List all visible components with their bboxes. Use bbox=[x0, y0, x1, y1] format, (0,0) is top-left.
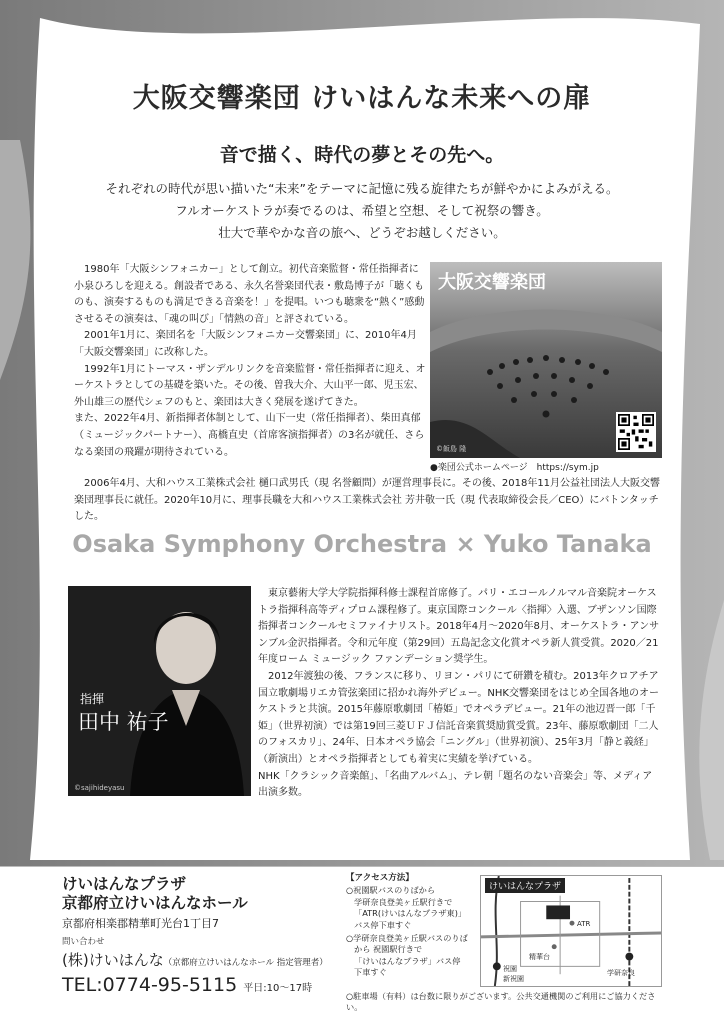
bio-media: NHK「クラシック音楽館」、「名曲アルバム」、テレ朝「題名のない音楽会」等、メディア出演多数。 bbox=[258, 770, 653, 799]
phone bbox=[62, 974, 342, 996]
conductor-name: 田中 祐子 bbox=[78, 710, 169, 734]
access-line: ○祝園駅バスのりばから bbox=[346, 885, 436, 896]
venue-name: けいはんなプラザ bbox=[62, 875, 187, 893]
history-paragraph: 1992年1月にトーマス・ザンデルリンクを音楽監督・常任指揮者に迎え、オーケストラとしての基礎を築いた。その後、曽我大介、大山平一郎、児玉宏、外山雄三の歴代シェフのもと、楽団は大きく発展を遂げてきた。 bbox=[74, 363, 426, 408]
access-line: 学研奈良登美ヶ丘駅行きで bbox=[354, 896, 453, 907]
page-title: 大阪交響楽団 けいはんな未来への扉 bbox=[132, 83, 592, 114]
organizer-note: （京都府立けいはんなホール 指定管理者） bbox=[163, 958, 328, 968]
venue-address: 京都府相楽郡精華町光台1丁目7 bbox=[62, 917, 219, 930]
conductor-biography bbox=[258, 586, 662, 802]
hall-name: 京都府立けいはんなホール bbox=[62, 894, 248, 912]
map-label: 祝園 bbox=[503, 965, 517, 973]
venue-info bbox=[62, 875, 342, 996]
access-info bbox=[346, 873, 476, 979]
access-map[interactable] bbox=[480, 875, 662, 987]
business-hours: 平日:10〜17時 bbox=[243, 983, 313, 994]
organizer-name: (株)けいはんな bbox=[62, 951, 164, 969]
history-paragraph: 2001年1月に、楽団名を「大阪シンフォニカー交響楽団」に、2010年4月「大阪交響楽団」に改称した。 bbox=[74, 330, 417, 358]
organizer bbox=[62, 949, 342, 970]
photo-credit: ©飯島 隆 bbox=[436, 445, 467, 453]
map-label: 学研奈良 bbox=[607, 969, 635, 977]
access-line: から 祝園駅行きで bbox=[354, 944, 423, 955]
intro-line: 壮大で華やかな音の旅へ、どうぞお越しください。 bbox=[218, 225, 506, 240]
history-paragraph: 2006年4月、大和ハウス工業株式会社 樋口武男氏（現 名誉顧問）が運営理事長に。その後、2018年11月公益社団法人大阪交響楽団理事長に就任。2020年10月に、理事長職を大和ハウス工業株式会社 芳井敬一氏（現 代表取締役会長／CEO）にバトンタッチした。 bbox=[74, 478, 661, 523]
history-paragraph: 1980年「大阪シンフォニカー」として創立。初代音楽監督・常任指揮者に小泉ひろしを迎える。創設者である、永久名誉楽団代表・敷島博子が「聴くものも、演奏するものも満足できる音楽を！」を提唱。いつも聴衆を“熱く”感動させるその演奏は、「魂の叫び」「情熱の音」と評されている。 bbox=[74, 264, 425, 325]
bio-paragraph: 2012年渡独の後、フランスに移り、リヨン・パリにて研鑽を積む。2013年クロアチア国立歌劇場リエカ管弦楽団に招かれ海外デビュー。NHK交響楽団をはじめ全国各地のオーケストラと共演。2015年藤原歌劇団「椿姫」でオペラデビュー。21年の池辺晋一郎「千姫」（世界初演）では第19回三菱ＵＦＪ信託音楽賞奨励賞受賞。23年、藤原歌劇団「二人のフォスカリ」、24年、日本オペラ協会「ニングル」（世界初演）、25年3月「静と義経」（新演出）とオペラ指揮者としても着実に実績を挙げている。 bbox=[258, 670, 659, 765]
parking-notice: ○駐車場（有料）は台数に限りがございます。公共交通機関のご利用にご協力ください。 bbox=[346, 991, 656, 1012]
phone-number[interactable]: TEL:0774-95-5115 bbox=[62, 974, 238, 996]
orchestra-history bbox=[74, 262, 426, 461]
history-paragraph-wide bbox=[74, 476, 662, 526]
access-line: バス停下車すぐ bbox=[354, 919, 412, 930]
qr-code-icon bbox=[618, 414, 654, 450]
orchestra-photo bbox=[430, 262, 662, 458]
footer bbox=[0, 866, 724, 1024]
orchestra-photo-label: 大阪交響楽団 bbox=[438, 272, 546, 293]
conductor-role: 指揮 bbox=[80, 692, 105, 706]
inquiry-label: 問い合わせ bbox=[62, 937, 105, 947]
map-label: 精華台 bbox=[529, 953, 550, 961]
map-label: 新祝園 bbox=[503, 975, 524, 983]
history-paragraph: また、2022年4月、新指揮者体制として、山下一史（常任指揮者）、柴田真郁（ミュージックパートナー）、髙橋直史（首席客演指揮者）の3名が就任、さらなる楽団の飛躍が期待されている。 bbox=[74, 413, 425, 458]
access-line: ○学研奈良登美ヶ丘駅バスのりば bbox=[346, 933, 468, 944]
intro-line: それぞれの時代が思い描いた“未来”をテーマに記憶に残る旋律たちが鮮やかによみがえる。 bbox=[105, 181, 619, 196]
subtitle: 音で描く、時代の夢とその先へ。 bbox=[219, 144, 505, 166]
orchestra-website-caption: ●楽団公式ホームページ https://sym.jp bbox=[430, 463, 599, 473]
intro-line: フルオーケストラが奏でるのは、希望と空想、そして祝祭の響き。 bbox=[175, 203, 549, 218]
map-title: けいはんなプラザ bbox=[485, 878, 565, 893]
collaboration-title: Osaka Symphony Orchestra × Yuko Tanaka bbox=[72, 530, 652, 558]
intro-text bbox=[0, 178, 724, 244]
qr-code[interactable] bbox=[616, 412, 656, 452]
conductor-portrait bbox=[68, 586, 251, 796]
access-title: 【アクセス方法】 bbox=[346, 873, 414, 883]
portrait-credit: ©sajihideyasu bbox=[74, 784, 125, 792]
access-line: 「けいはんなプラザ」バス停 bbox=[354, 955, 461, 966]
access-line: 下車すぐ bbox=[354, 967, 387, 978]
map-label: ATR bbox=[577, 920, 591, 928]
access-line: 「ATR(けいはんなプラザ東)」 bbox=[354, 908, 467, 919]
bio-paragraph: 東京藝術大学大学院指揮科修士課程首席修了。パリ・エコールノルマル音楽院オーケストラ指揮科高等ディプロム課程修了。東京国際コンクール〈指揮〉入選、ブザンソン国際指揮者コンクールセミファイナリスト。2018年4月〜2020年8月、オーケストラ・アンサンブル金沢指揮者。令和元年度（第29回）五島記念文化賞オペラ新人賞受賞。2020／21年度ローム ミュージック ファンデーション奨学生。 bbox=[258, 588, 660, 666]
